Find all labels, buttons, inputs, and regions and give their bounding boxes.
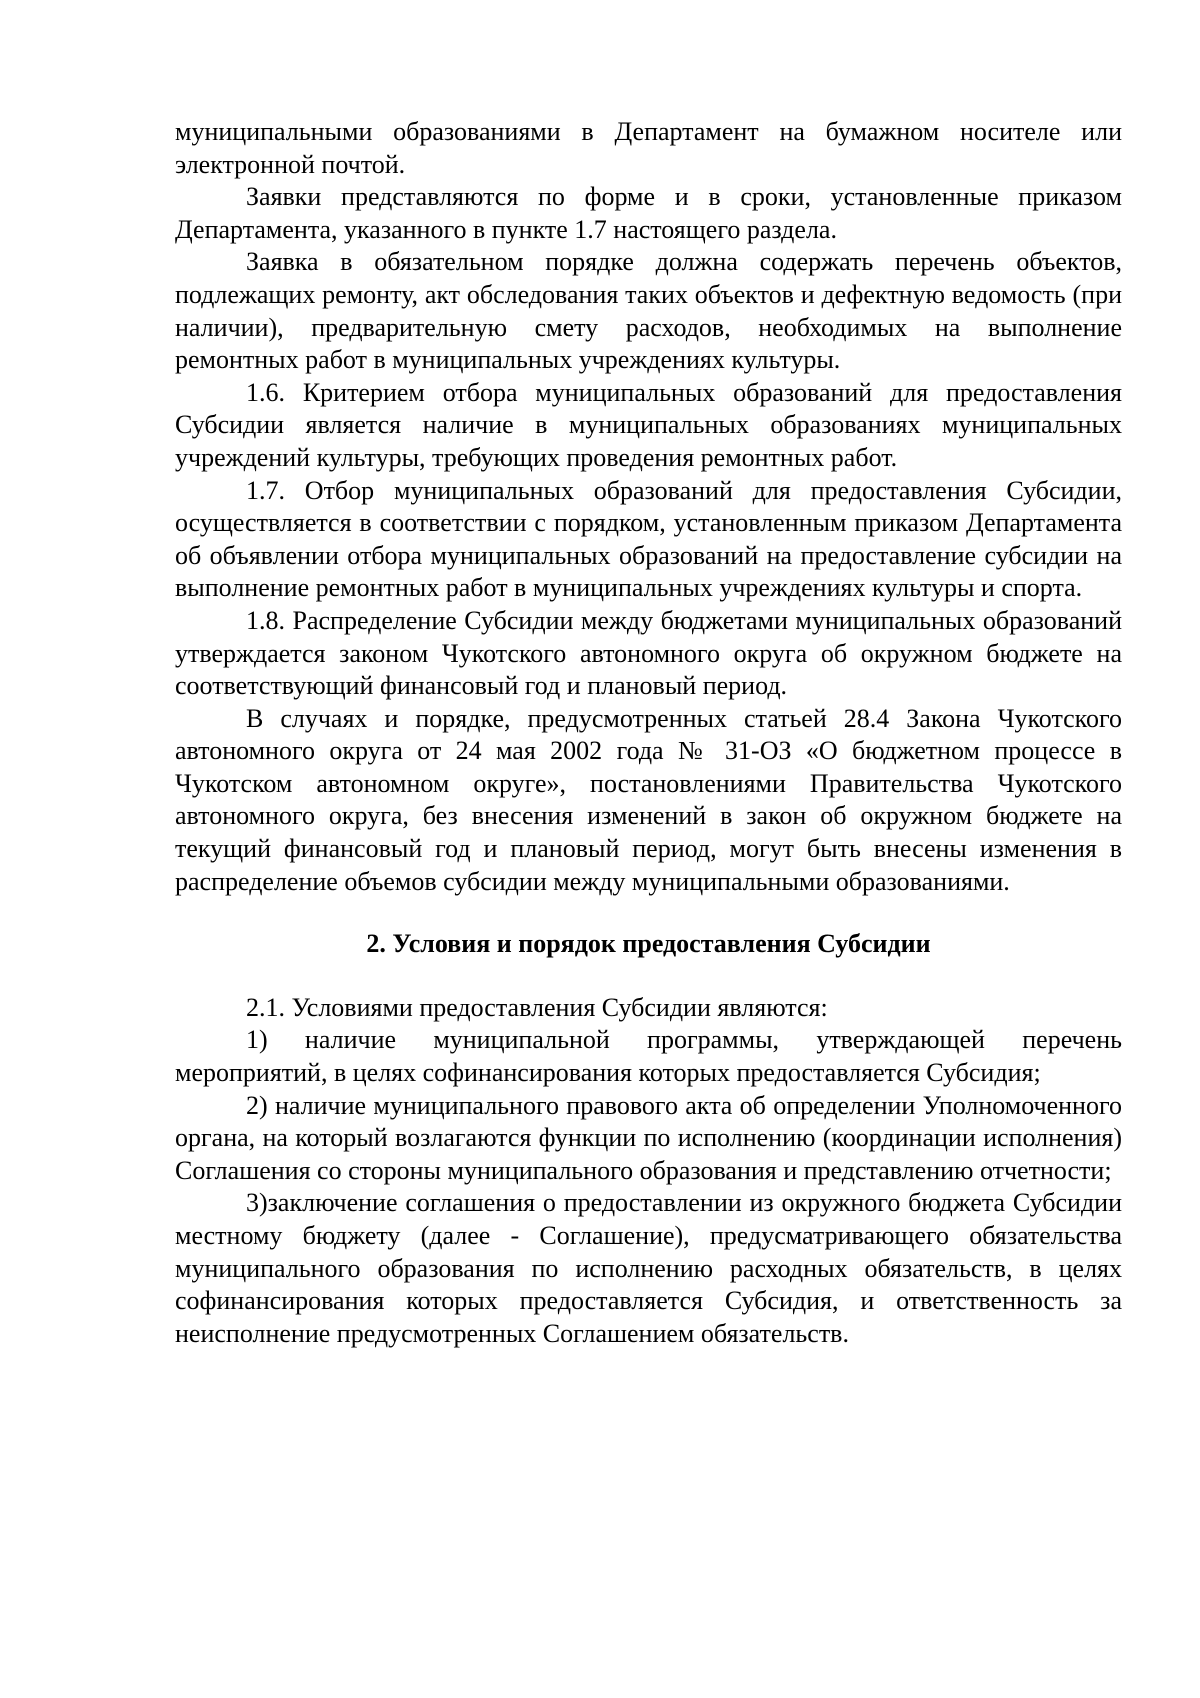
paragraph-1-8: 1.8. Распределение Субсидии между бюджетами муниципальных образований утверждается законом Чукотского автономного округа об окружном бюджете на соответствующий финансовый год и плановый период. <box>175 605 1122 701</box>
paragraph-condition-1: 1) наличие муниципальной программы, утверждающей перечень мероприятий, в целях софинансирования которых предоставляется Субсидия; <box>175 1025 1122 1088</box>
paragraph-condition-3: 3)заключение соглашения о предоставлении из окружного бюджета Субсидии местному бюджету (далее - Соглашение), предусматривающего обязательства муниципального образования по исполнению расходных обязательств, в целях софинансирования которых предоставляется Субсидия, и ответственность за неисполнение предусмотренных Соглашением обязательств. <box>175 1188 1122 1348</box>
paragraph-1-7: 1.7. Отбор муниципальных образований для предоставления Субсидии, осуществляется в соответствии с порядком, установленным приказом Департамента об объявлении отбора муниципальных образований на предоставление субсидии на выполнение ремонтных работ в муниципальных учреждениях культуры и спорта. <box>175 475 1122 603</box>
paragraph-1-6: 1.6. Критерием отбора муниципальных образований для предоставления Субсидии является наличие в муниципальных образованиях муниципальных учреждений культуры, требующих проведения ремонтных работ. <box>175 377 1122 472</box>
paragraph-distribution-changes: В случаях и порядке, предусмотренных статьей 28.4 Закона Чукотского автономного округа от 24 мая 2002 года № 31-ОЗ «О бюджетном процессе в Чукотском автономном округе», постановлениями Правительства Чукотского автономного округа, без внесения изменений в закон об окружном бюджете на текущий финансовый год и плановый период, могут быть внесены изменения в распределение объемов субсидии между муниципальными образованиями. <box>175 703 1122 896</box>
paragraph-condition-2: 2) наличие муниципального правового акта об определении Уполномоченного органа, на который возлагаются функции по исполнению (координации исполнения) Соглашения со стороны муниципального образования и представлению отчетности; <box>175 1090 1122 1185</box>
paragraph-application-form: Заявки представляются по форме и в сроки, установленные приказом Департамента, указанного в пункте 1.7 настоящего раздела. <box>175 182 1122 244</box>
document-page <box>175 116 1122 1350</box>
paragraph-continuation: муниципальными образованиями в Департамент на бумажном носителе или электронной почтой. <box>175 117 1122 179</box>
section-title: 2. Условия и порядок предоставления Субсидии <box>366 929 931 959</box>
paragraph-2-1: 2.1. Условиями предоставления Субсидии являются: <box>246 992 828 1022</box>
paragraph-application-contents: Заявка в обязательном порядке должна содержать перечень объектов, подлежащих ремонту, акт обследования таких объектов и дефектную ведомость (при наличии), предварительную смету расходов, необходимых на выполнение ремонтных работ в муниципальных учреждениях культуры. <box>175 247 1122 375</box>
